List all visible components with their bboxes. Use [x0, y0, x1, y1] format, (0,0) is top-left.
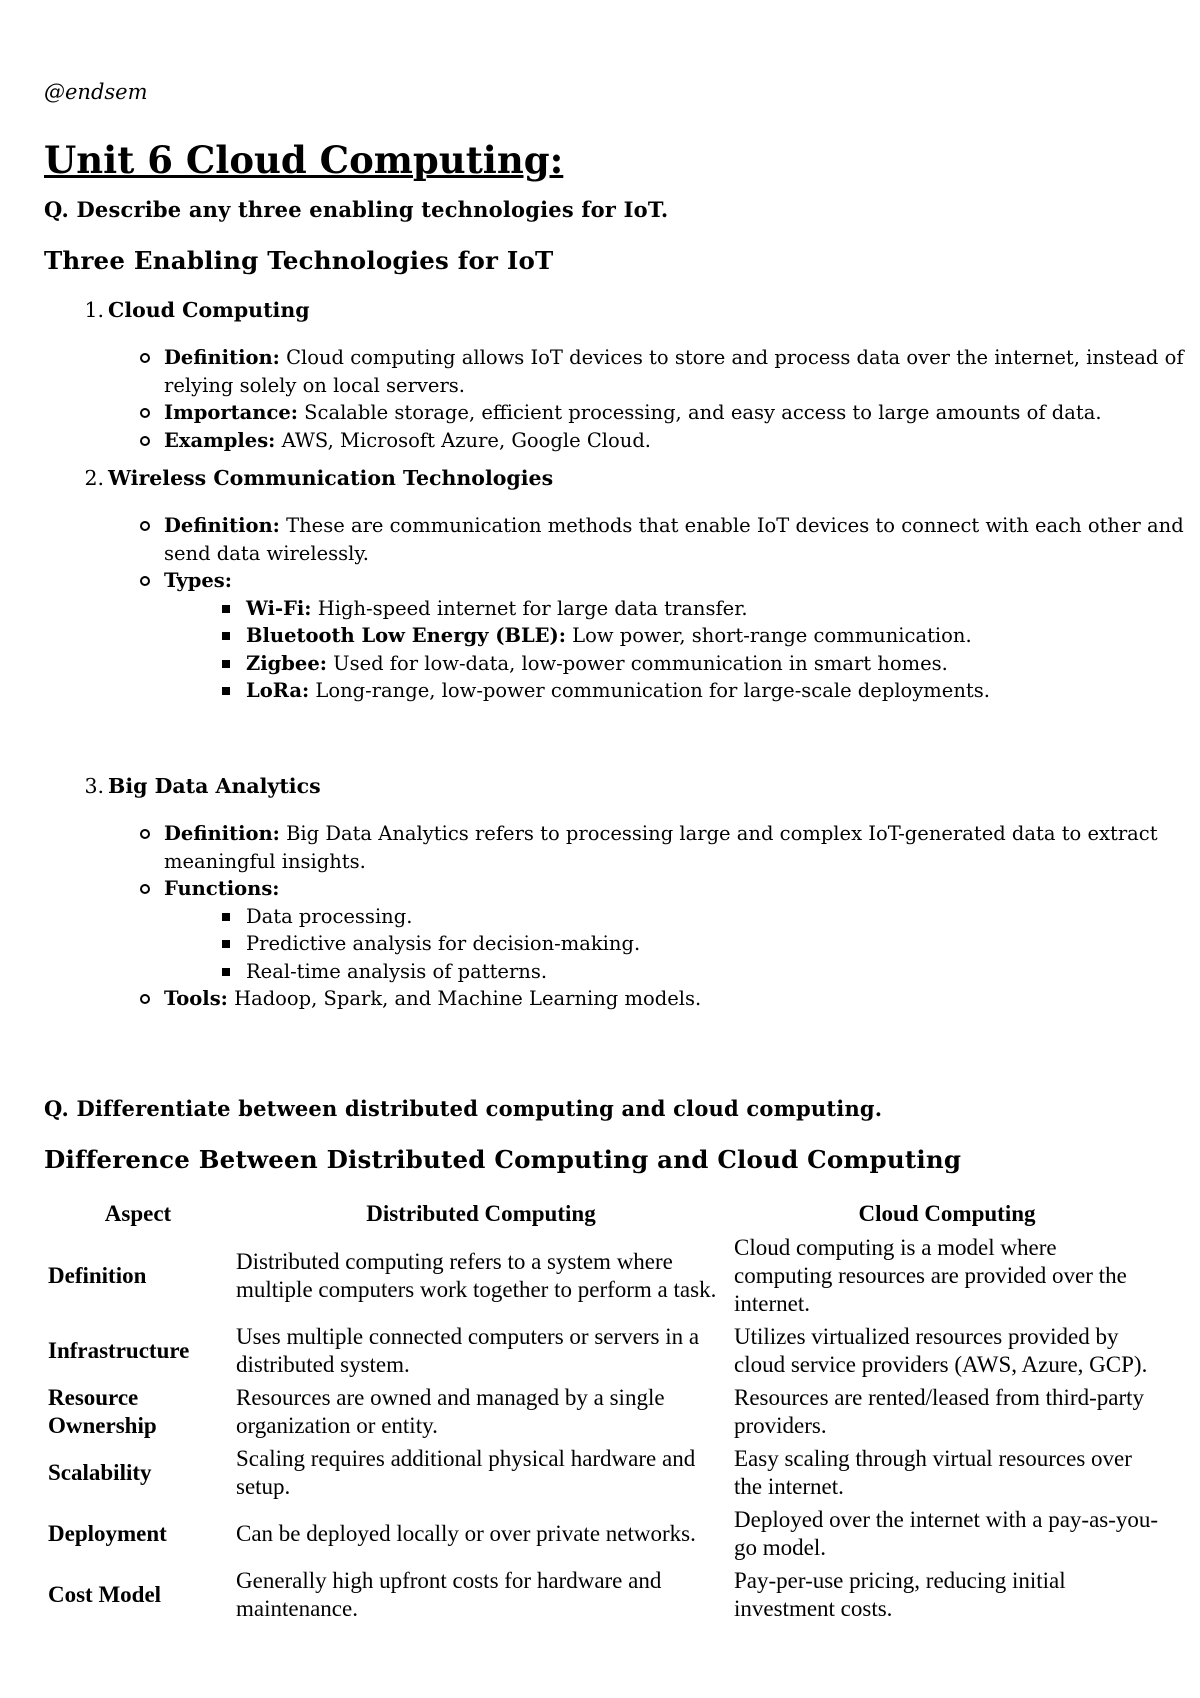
table-cell: Pay-per-use pricing, reducing initial investment costs.	[734, 1568, 1066, 1621]
question-2: Q. Differentiate between distributed computing and cloud computing.	[44, 1096, 883, 1121]
tag-label: @endsem	[44, 80, 148, 104]
column-header: Distributed Computing	[366, 1201, 596, 1226]
list-item: Importance: Scalable storage, efficient processing, and easy access to large amounts of data.	[140, 399, 1190, 427]
bullet-list	[140, 344, 1190, 454]
list-item-wireless: 2. Wireless Communication Technologies	[84, 466, 554, 490]
table-row	[44, 1232, 1164, 1321]
table-cell: Cloud computing is a model where computing resources are provided over the internet.	[734, 1235, 1127, 1316]
table-cell: Utilizes virtualized resources provided by cloud service providers (AWS, Azure, GCP).	[734, 1324, 1148, 1377]
list-item: Definition: These are communication methods that enable IoT devices to connect with each other and send data wirelessly.	[140, 512, 1190, 567]
table-cell: Distributed computing refers to a system where multiple computers work together to perform a task.	[236, 1249, 717, 1302]
table-cell: Generally high upfront costs for hardware and maintenance.	[236, 1568, 662, 1621]
list-item: Definition: Big Data Analytics refers to processing large and complex IoT-generated data to extract meaningful insights.	[140, 820, 1190, 875]
table-row	[44, 1504, 1164, 1565]
sub-list-item: Real-time analysis of patterns.	[222, 958, 1190, 986]
list-item: Definition: Cloud computing allows IoT devices to store and process data over the internet, instead of relying solely on local servers.	[140, 344, 1190, 399]
list-item: Examples: AWS, Microsoft Azure, Google Cloud.	[140, 427, 1190, 455]
table-cell-aspect: Definition	[48, 1263, 147, 1288]
table-cell: Deployed over the internet with a pay-as-you-go model.	[734, 1507, 1159, 1560]
sub-bullet-list	[164, 903, 1190, 986]
table-cell-aspect: Infrastructure	[48, 1338, 190, 1363]
table-cell: Uses multiple connected computers or servers in a distributed system.	[236, 1324, 700, 1377]
table-cell: Can be deployed locally or over private networks.	[236, 1521, 696, 1546]
sub-list-item: Wi-Fi: High-speed internet for large data transfer.	[222, 595, 1190, 623]
comparison-table	[44, 1198, 1164, 1626]
sub-bullet-list	[164, 595, 1190, 705]
column-header: Cloud Computing	[858, 1201, 1036, 1226]
list-item-title: Big Data Analytics	[108, 774, 321, 798]
sub-list-item: Zigbee: Used for low-data, low-power communication in smart homes.	[222, 650, 1190, 678]
table-cell-aspect: Scalability	[48, 1460, 152, 1485]
sub-list-item: Data processing.	[222, 903, 1190, 931]
table-cell-aspect: Deployment	[48, 1521, 167, 1546]
sub-list-item: LoRa: Long-range, low-power communication for large-scale deployments.	[222, 677, 1190, 705]
table-row	[44, 1565, 1164, 1626]
table-cell: Resources are owned and managed by a single organization or entity.	[236, 1385, 665, 1438]
table-cell-aspect: Resource Ownership	[48, 1385, 157, 1438]
table-cell: Scaling requires additional physical hardware and setup.	[236, 1446, 696, 1499]
list-item: Tools: Hadoop, Spark, and Machine Learning models.	[140, 985, 1190, 1013]
table-row	[44, 1321, 1164, 1382]
table-cell: Easy scaling through virtual resources over the internet.	[734, 1446, 1132, 1499]
bullet-list	[140, 512, 1190, 705]
table-cell-aspect: Cost Model	[48, 1582, 162, 1607]
section-heading-1: Three Enabling Technologies for IoT	[44, 246, 554, 275]
list-item-big-data: 3. Big Data Analytics	[84, 774, 321, 798]
table-row	[44, 1443, 1164, 1504]
list-item-cloud-computing: 1. Cloud Computing	[84, 298, 310, 322]
bullet-list	[140, 820, 1190, 1013]
table-header-row	[44, 1198, 1164, 1232]
list-item-title: Wireless Communication Technologies	[108, 466, 554, 490]
section-heading-2: Difference Between Distributed Computing and Cloud Computing	[44, 1145, 962, 1174]
list-item: Types: Wi-Fi: High-speed internet for large data transfer. Bluetooth Low Energy (BLE): Low power, short-range communication. Zigbee: Used for low-data, low-power communication in smart homes. LoRa: Long-range, low-power communication for large-scale deployments.	[140, 567, 1190, 705]
question-1: Q. Describe any three enabling technologies for IoT.	[44, 197, 669, 222]
list-item: Functions: Data processing. Predictive analysis for decision-making. Real-time analysis of patterns.	[140, 875, 1190, 985]
page-title: Unit 6 Cloud Computing:	[44, 138, 564, 182]
sub-list-item: Bluetooth Low Energy (BLE): Low power, short-range communication.	[222, 622, 1190, 650]
table-row	[44, 1382, 1164, 1443]
sub-list-item: Predictive analysis for decision-making.	[222, 930, 1190, 958]
table-cell: Resources are rented/leased from third-party providers.	[734, 1385, 1144, 1438]
column-header: Aspect	[104, 1201, 172, 1226]
list-item-title: Cloud Computing	[108, 298, 310, 322]
